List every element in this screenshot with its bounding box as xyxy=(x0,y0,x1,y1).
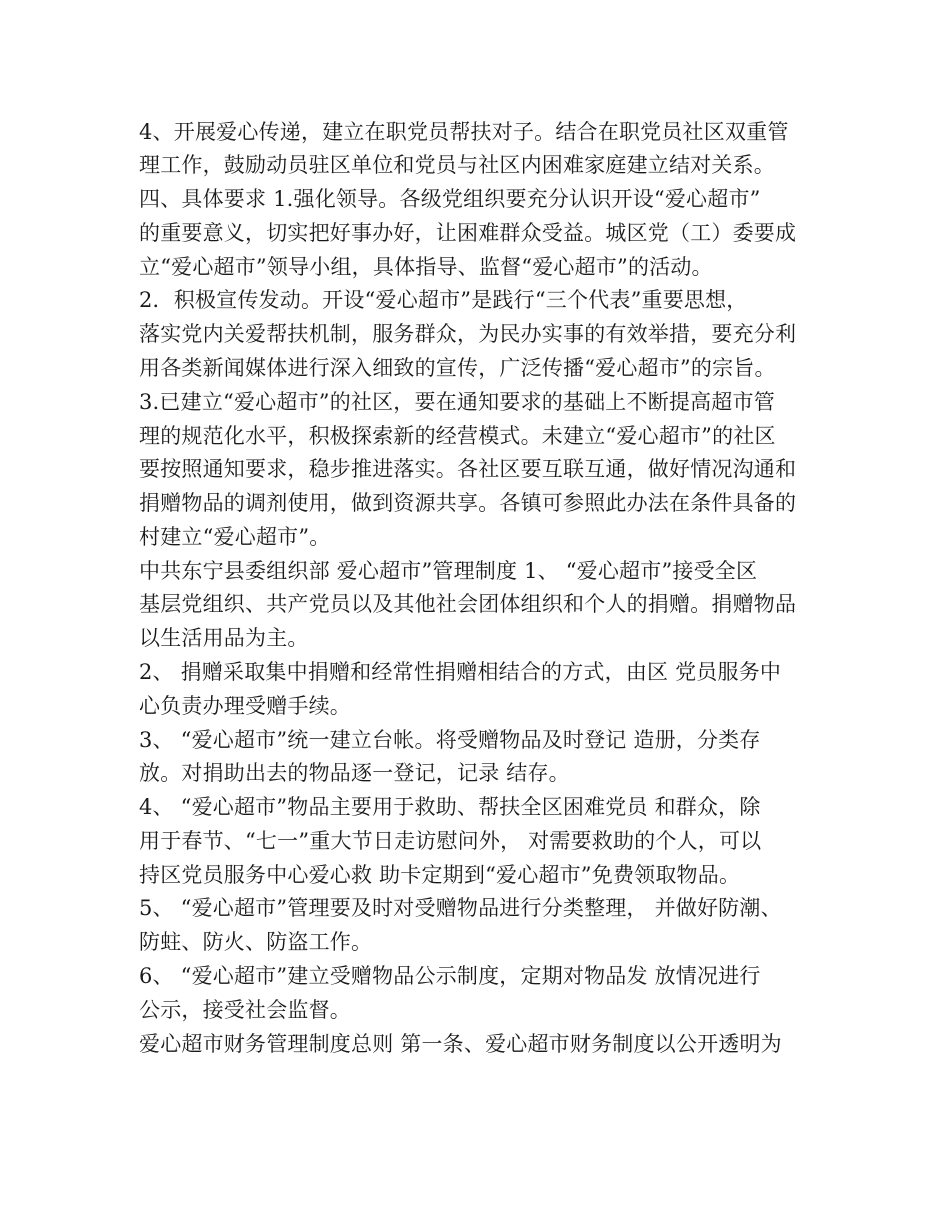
text-line: 落实党内关爱帮扶机制，服务群众，为民办实事的有效举措，要充分利 xyxy=(139,322,797,346)
text-line: 理工作，鼓励动员驻区单位和党员与社区内困难家庭建立结对关系。 xyxy=(139,153,775,177)
text-line: 四、具体要求 1.强化领导。各级党组织要充分认识开设“爱心超市” xyxy=(139,187,761,211)
text-line: 4、 “爱心超市”物品主要用于救助、帮扶全区困难党员 和群众，除 xyxy=(139,795,761,819)
text-line: 心负责办理受赠手续。 xyxy=(139,694,351,718)
text-line: 防蛀、防火、防盗工作。 xyxy=(139,930,373,954)
text-line: 的重要意义，切实把好事办好，让困难群众受益。城区党（工）委要成 xyxy=(139,221,797,245)
text-line: 以生活用品为主。 xyxy=(139,626,309,650)
text-line: 持区党员服务中心爱心救 助卡定期到“爱心超市”免费领取物品。 xyxy=(139,863,741,887)
text-line: 中共东宁县委组织部 爱心超市”管理制度 1、 “爱心超市”接受全区 xyxy=(139,559,758,583)
text-line: 立“爱心超市”领导小组，具体指导、监督“爱心超市”的活动。 xyxy=(139,255,713,279)
text-line: 要按照通知要求，稳步推进落实。各社区要互联互通，做好情况沟通和 xyxy=(139,457,797,481)
text-line: 用于春节、“七一”重大节日走访慰问外， 对需要救助的个人，可以 xyxy=(139,829,762,853)
text-line: 放。对捐助出去的物品逐一登记，记录 结存。 xyxy=(139,761,570,785)
text-line: 爱心超市财务管理制度总则 第一条、爱心超市财务制度以公开透明为 xyxy=(139,1032,782,1056)
text-line: 3.已建立“爱心超市”的社区，要在通知要求的基础上不断提高超市管 xyxy=(139,390,775,414)
text-line: 2．积极宣传发动。开设“爱心超市”是践行“三个代表”重要思想， xyxy=(139,288,748,312)
text-line: 3、 “爱心超市”统一建立台帐。将受赠物品及时登记 造册，分类存 xyxy=(139,728,761,752)
text-line: 捐赠物品的调剂使用，做到资源共享。各镇可参照此办法在条件具备的 xyxy=(139,491,797,515)
text-line: 4、开展爱心传递，建立在职党员帮扶对子。结合在职党员社区双重管 xyxy=(139,120,789,144)
text-line: 用各类新闻媒体进行深入细致的宣传，广泛传播“爱心超市”的宗旨。 xyxy=(139,356,776,380)
text-line: 基层党组织、共产党员以及其他社会团体组织和个人的捐赠。捐赠物品 xyxy=(139,592,797,616)
text-line: 理的规范化水平，积极探索新的经营模式。未建立“爱心超市”的社区 xyxy=(139,424,776,448)
text-line: 6、 “爱心超市”建立受赠物品公示制度，定期对物品发 放情况进行 xyxy=(139,964,761,988)
text-line: 2、 捐赠采取集中捐赠和经常性捐赠相结合的方式，由区 党员服务中 xyxy=(139,660,782,684)
text-line: 5、 “爱心超市”管理要及时对受赠物品进行分类整理， 并做好防潮、 xyxy=(139,896,782,920)
text-line: 村建立“爱心超市”。 xyxy=(139,525,331,549)
text-line: 公示，接受社会监督。 xyxy=(139,998,351,1022)
